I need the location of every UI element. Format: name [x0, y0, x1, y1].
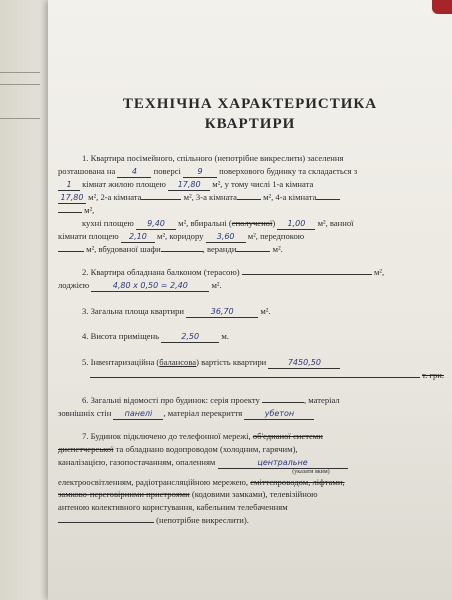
background-rule	[0, 72, 40, 73]
height-value: 2,50	[161, 332, 219, 343]
background-rule	[0, 118, 40, 119]
s1-line-7: кімнати площею 2,10 м², коридору 3,60 м², передпокою	[58, 230, 305, 241]
section-1	[58, 152, 444, 255]
title-line-2: КВАРТИРИ	[204, 116, 296, 132]
bath-area-value: 2,10	[121, 232, 155, 243]
walls-value: панелі	[113, 409, 163, 420]
section-3: 3. Загальна площа квартири 36,70 м².	[82, 306, 271, 316]
s1-line-8: м², вбудованої шафи , веранди м².	[58, 243, 444, 256]
kitchen-area-value: 9,40	[136, 219, 176, 230]
s2-line-1: 2. Квартира обладнана балконом (терасою) м²,	[82, 267, 385, 277]
document-title	[48, 94, 452, 134]
document-sheet	[48, 0, 452, 600]
section-6: 6. Загальні відомості про будинок: серія проекту , матеріал зовнішніх стін панелі , матеріал перекриття убетон	[58, 395, 340, 418]
section-2	[58, 266, 444, 292]
currency-unit: т. грн.	[422, 370, 444, 380]
s1-line-1: 1. Квартира посімейного, спільного (непотрібне викреслити) заселення	[82, 153, 344, 163]
inventory-cost-value: 7450,50	[268, 358, 340, 369]
corridor-area-value: 3,60	[206, 232, 246, 243]
living-area-value: 17,80	[168, 180, 210, 191]
floors-value: 9	[183, 167, 217, 178]
rooms-value: 1	[58, 180, 80, 191]
s1-line-2: розташована на 4 поверсі 9 поверхового будинку та складається з	[58, 165, 358, 176]
floor-value: 4	[117, 167, 151, 178]
heating-value: центральне	[218, 458, 348, 469]
background-rule	[0, 84, 40, 85]
s1-line-6: кухні площею 9,40 м², вбиральні (сполученої) 1,00 м², ванної	[82, 217, 354, 228]
section-5: 5. Інвентаризаційна (балансова) вартість квартири 7450,50 т. грн.	[82, 357, 444, 380]
section-4: 4. Висота приміщень 2,50 м.	[82, 331, 229, 341]
total-area-value: 36,70	[186, 307, 258, 318]
s1-line-3: 1 кімнат жилою площею 17,80 м², у тому числі 1-а кімната	[58, 178, 444, 191]
s1-line-5: м²,	[58, 204, 444, 217]
toilet-area-value: 1,00	[277, 219, 315, 230]
title-line-1: ТЕХНІЧНА ХАРАКТЕРИСТИКА	[122, 96, 378, 112]
s1-line-4: 17,80 м², 2-а кімната м², 3-а кімната м², 4-а кімната	[58, 191, 444, 204]
loggia-value: 4,80 х 0,50 = 2,40	[91, 281, 209, 292]
s2-line-2: лоджією 4,80 х 0,50 = 2,40 м².	[58, 279, 222, 290]
ceiling-value: убетон	[244, 409, 314, 420]
pen-tip	[432, 0, 452, 14]
room1-area-value: 17,80	[58, 193, 86, 204]
section-7: 7. Будинок підключено до телефонної мережі, об'єднаної системи диспетчерської та обладнано водопроводом (холодним, гарячим), каналізацією, газопостачанням, опаленням центральне (указати яким) електроосвітленням, радіотрансляційною мережею, сміттєпроводом, ліфтами, замково-переговірними пристроями (кодовими замками), телевізійною антеною колективного користування, кабельним телебаченням (непотрібне викреслити).	[58, 430, 444, 527]
